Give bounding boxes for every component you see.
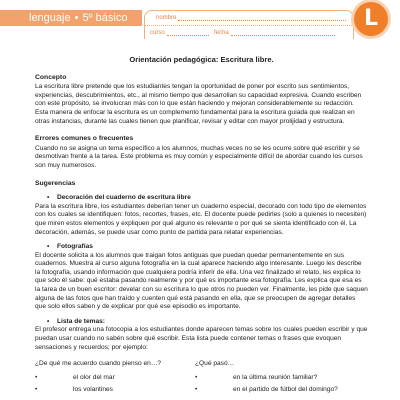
topic-lists xyxy=(35,360,368,394)
list-item-text: el olor del mar xyxy=(73,373,115,381)
bullet-icon: • xyxy=(47,243,50,251)
course-line[interactable] xyxy=(167,29,209,36)
suggestion-heading xyxy=(35,243,368,252)
bullet-icon: • xyxy=(35,386,38,394)
list-item xyxy=(35,373,198,383)
bullet-icon: • xyxy=(195,373,198,381)
grade-label: 5º básico xyxy=(82,12,128,24)
section-errors-title: Errores comunes o frecuentes xyxy=(35,135,134,143)
suggestion-heading xyxy=(35,194,368,203)
subject-title xyxy=(0,10,127,26)
name-field[interactable] xyxy=(156,14,346,21)
list-item-text: en la última reunión familiar? xyxy=(233,373,318,381)
suggestion-body: Para la escritura libre, los estudiantes deberían tener un cuaderno especial, decorado con todo tipo de elementos con los cuales se identifiquen: fotos, recortes, frases, etc. El docente puede pedirles (solo a quienes lo necesiten) que miren estos elementos y expliquen por qué alguno es relevante o por qué se sienta identificado con él. La decoración, además, se puede usar como punto de partida para relatar experiencias. xyxy=(35,202,367,236)
topic-list-heading: ¿Qué pasó… xyxy=(195,360,235,368)
list-item-text: en el partido de fútbol del domingo? xyxy=(233,386,338,394)
name-label: nombre xyxy=(156,15,177,21)
subject-label: lenguaje xyxy=(29,12,71,24)
subject-separator: • xyxy=(74,12,79,24)
suggestion-heading-text: Decoración del cuaderno de escritura libre xyxy=(57,194,191,202)
suggestion-body: El docente solicita a los alumnos que traigan fotos antiguas que puedan quedar permanentemente en sus cuadernos. Muestra al curso alguna fotografía en la cual aparece haciendo algo interesante. Luego les describe la fotografía, usando información que cualquiera podría inferir de ella. Una vez finalizado el relato, les explica lo que sólo él sabe: qué estaba pasando realmente y por qué es importante esa fotografía. Les explica que esa es la tarea de un buen escritor: develar con su escritura lo que otros no pueden ver. Finalmente, les pide que saquen alguna de las fotos que han traído y cuenten qué está pasando en ella, que se preocupen de agregar detalles que solo ellos saben y de explicar por qué ese episodio es importante. xyxy=(35,251,368,311)
bullet-icon: • xyxy=(195,386,198,394)
course-label: curso xyxy=(150,30,165,36)
list-item xyxy=(195,374,355,383)
topic-list-left xyxy=(35,360,198,399)
list-item-text: los volantines xyxy=(73,386,113,394)
bullet-icon: • xyxy=(47,317,50,325)
suggestion-body: El profesor entrega una fotocopia a los estudiantes donde aparecen temas sobre los cuales pueden escribir y que puedan usar cuando no sabén sobre qué escribir. Esta lista puede contener temas o frases que evoquen sensaciones y recuerdos; por ejemplo: xyxy=(35,326,368,351)
document-title: Orientación pedagógica: Escritura libre. xyxy=(129,55,274,64)
worksheet-header xyxy=(0,0,400,46)
topic-list-heading: ¿De qué me acuerdo cuando pienso en…? xyxy=(35,360,162,368)
date-field[interactable] xyxy=(214,29,335,36)
date-label: fecha xyxy=(214,30,229,36)
name-line[interactable] xyxy=(178,14,346,21)
section-concept-body: La escritura libre pretende que los estudiantes tengan la oportunidad de poner por escrito sus sentimientos, experiencias, descubrimientos, etc., al mismo tiempo que desarrollan su capacidad expresiva. Cuando escriben con este propósito, se involucran más con lo que están haciendo y mejoran considerablemente su redacción. Esta manera de enfocar la escritura es un complemento fundamental para la escritura guiada que realizan en otras instancias, durante las cuales tienen que planificar, revisar y editar con mayor prolijidad y estructura. xyxy=(35,83,362,125)
document-body xyxy=(35,55,368,394)
section-errors-body: Cuando no se asigna un tema específico a los alumnos, muchas veces no se les ocurre sobre qué escribir y se desmotivan frente a la tarea. Este problema es muy común y especialmente difícil de abordar cuando los cursos son muy numerosos. xyxy=(35,144,363,169)
list-item xyxy=(195,386,355,395)
suggestion-heading-text: Lista de temas: xyxy=(57,317,106,325)
list-item xyxy=(35,386,198,395)
suggestion-heading xyxy=(35,318,368,327)
section-suggestions-title: Sugerencias xyxy=(35,179,76,187)
subject-band xyxy=(0,10,142,26)
topic-list-right xyxy=(195,360,355,399)
course-field[interactable] xyxy=(150,29,209,36)
suggestion-heading-text: Fotografías xyxy=(57,243,93,251)
subject-badge-icon: L xyxy=(354,2,388,36)
bullet-icon: • xyxy=(35,373,38,381)
student-info-divider xyxy=(144,25,352,26)
section-concept-title: Concepto xyxy=(35,73,67,81)
date-line[interactable] xyxy=(231,29,335,36)
bullet-icon: • xyxy=(47,194,50,202)
